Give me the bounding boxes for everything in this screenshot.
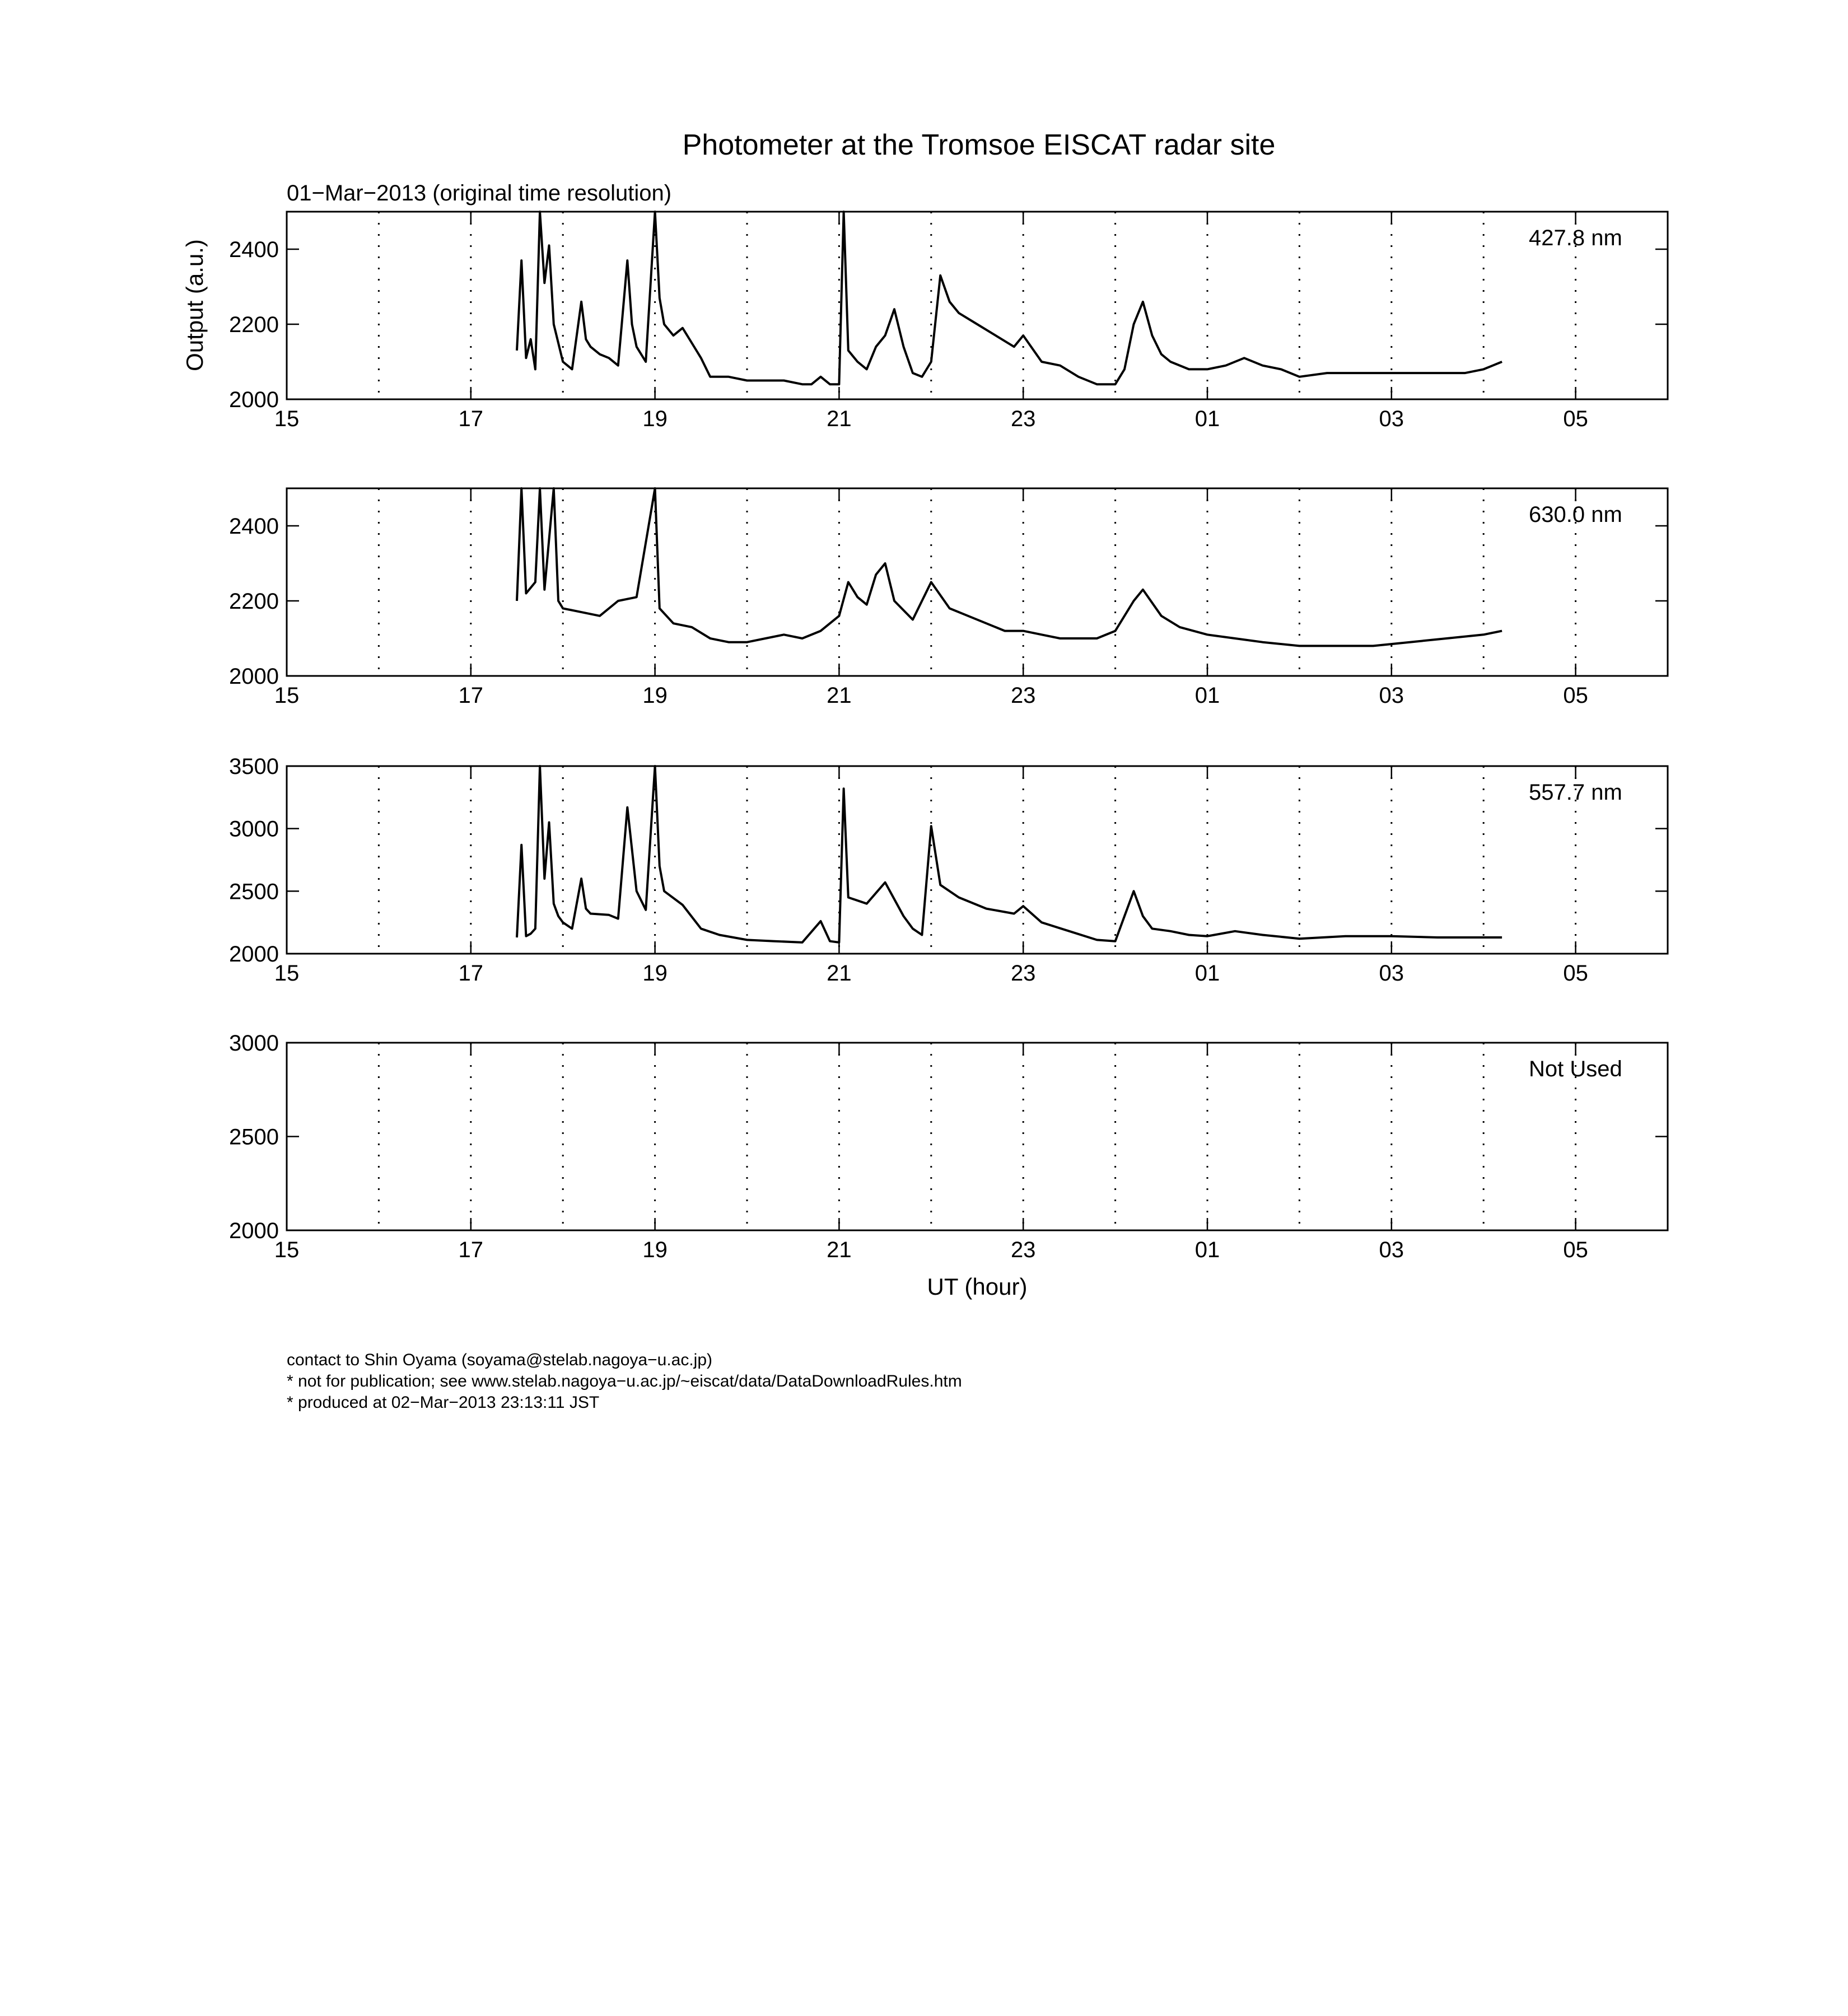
- x-tick-label: 15: [274, 407, 300, 431]
- y-tick-label: 3000: [229, 816, 279, 842]
- x-tick-label: 23: [1010, 683, 1036, 708]
- y-tick-label: 2000: [229, 1219, 279, 1243]
- x-tick-label: 03: [1379, 961, 1404, 986]
- x-tick-label: 01: [1194, 407, 1220, 431]
- series-line: [517, 766, 1502, 942]
- y-tick-label: 2200: [229, 312, 279, 337]
- panel-frame: [287, 212, 1668, 399]
- y-tick-label: 3000: [229, 1031, 279, 1056]
- x-tick-label: 19: [642, 407, 668, 431]
- chart-title: Photometer at the Tromsoe EISCAT radar site: [682, 129, 1276, 161]
- x-tick-label: 01: [1194, 683, 1220, 708]
- y-tick-label: 2200: [229, 589, 279, 614]
- footer-produced: * produced at 02−Mar−2013 23:13:11 JST: [287, 1393, 600, 1412]
- x-tick-label: 19: [642, 1238, 668, 1262]
- panel-label: 427.8 nm: [1529, 226, 1622, 250]
- y-axis-label: Output (a.u.): [181, 239, 208, 371]
- x-tick-label: 19: [642, 961, 668, 986]
- x-tick-label: 05: [1563, 407, 1588, 431]
- panel-label: 557.7 nm: [1529, 780, 1622, 805]
- x-tick-label: 17: [458, 1238, 484, 1262]
- x-tick-label: 15: [274, 961, 300, 986]
- panel-3: [229, 754, 1668, 986]
- x-tick-label: 15: [274, 683, 300, 708]
- footer-notice: * not for publication; see www.stelab.nagoya−u.ac.jp/~eiscat/data/DataDownloadRules.htm: [287, 1372, 962, 1390]
- y-tick-label: 2400: [229, 514, 279, 539]
- y-tick-label: 2500: [229, 879, 279, 904]
- panel-1: [229, 212, 1668, 431]
- x-tick-label: 23: [1010, 407, 1036, 431]
- x-tick-label: 19: [642, 683, 668, 708]
- panel-label: 630.0 nm: [1529, 502, 1622, 527]
- x-tick-label: 05: [1563, 961, 1588, 986]
- panel-frame: [287, 1043, 1668, 1230]
- series-line: [517, 212, 1502, 384]
- x-tick-label: 21: [827, 407, 852, 431]
- x-tick-label: 05: [1563, 1238, 1588, 1262]
- panel-frame: [287, 488, 1668, 676]
- x-tick-label: 03: [1379, 1238, 1404, 1262]
- x-tick-label: 23: [1010, 961, 1036, 986]
- x-tick-label: 21: [827, 1238, 852, 1262]
- y-tick-label: 2500: [229, 1124, 279, 1150]
- series-line: [517, 488, 1502, 646]
- y-tick-label: 2000: [229, 942, 279, 967]
- chart-subtitle: 01−Mar−2013 (original time resolution): [287, 181, 672, 206]
- x-tick-label: 17: [458, 683, 484, 708]
- x-tick-label: 03: [1379, 407, 1404, 431]
- x-tick-label: 17: [458, 961, 484, 986]
- y-tick-label: 2000: [229, 664, 279, 689]
- y-tick-label: 2400: [229, 237, 279, 262]
- x-tick-label: 01: [1194, 961, 1220, 986]
- x-tick-label: 01: [1194, 1238, 1220, 1262]
- panel-frame: [287, 766, 1668, 954]
- panel-label: Not Used: [1529, 1057, 1622, 1081]
- x-tick-label: 05: [1563, 683, 1588, 708]
- panel-4: [229, 1031, 1668, 1262]
- x-tick-label: 21: [827, 961, 852, 986]
- y-tick-label: 2000: [229, 388, 279, 412]
- x-tick-label: 21: [827, 683, 852, 708]
- x-tick-label: 23: [1010, 1238, 1036, 1262]
- x-axis-label: UT (hour): [927, 1273, 1028, 1300]
- x-tick-label: 17: [458, 407, 484, 431]
- footer-contact: contact to Shin Oyama (soyama@stelab.nagoya−u.ac.jp): [287, 1351, 713, 1369]
- y-tick-label: 3500: [229, 754, 279, 779]
- x-tick-label: 15: [274, 1238, 300, 1262]
- panel-2: [229, 488, 1668, 708]
- x-tick-label: 03: [1379, 683, 1404, 708]
